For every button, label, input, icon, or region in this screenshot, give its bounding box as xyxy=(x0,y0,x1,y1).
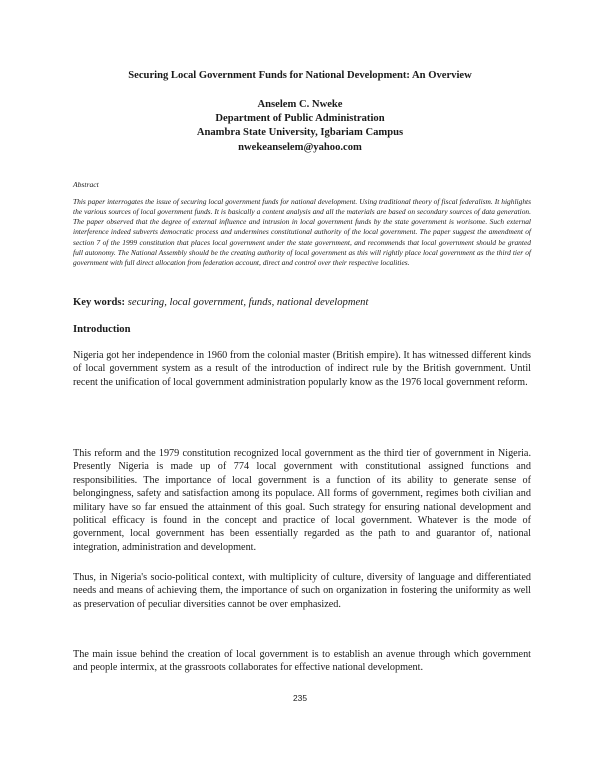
author-name: Anselem C. Nweke xyxy=(257,99,343,110)
intro-paragraph-2: This reform and the 1979 constitution recognized local government as the third tier of government in Nigeria. Presently Nigeria is made up of 774 local government with constitutional assigned functions and responsibilities. The importance of local government is a function of its ability to generate sense of belongingness, safety and satisfaction among its populace. All forms of government, regimes both civilian and military have so far ensued the attainment of this goal. Such strategy for ensuring national development and political efficacy is found in the concept and practice of local government. Whatever is the mode of government, local government has been essentially regarded as the path to and guarantor of, national integration, administration and development. xyxy=(73,448,531,553)
paper-title: Securing Local Government Funds for National Development: An Overview xyxy=(128,70,472,81)
author-department: Department of Public Administration xyxy=(215,113,385,125)
author-block xyxy=(0,98,600,155)
intro-paragraph-1: Nigeria got her independence in 1960 from the colonial master (British empire). It has witnessed different kinds of local government system as a result of the introduction of indirect rule by the British government. Until recent the unification of local government administration popularly know as the 1976 local government reform. xyxy=(73,350,531,388)
intro-paragraph-4: The main issue behind the creation of local government is to establish an avenue through which government and people intermix, at the grassroots collaborates for effective national development. xyxy=(73,649,531,674)
keywords-line xyxy=(73,297,368,308)
abstract-heading: Abstract xyxy=(73,180,99,189)
abstract-body: This paper interrogates the issue of securing local government funds for national development. Using traditional theory of fiscal federalism. It highlights the various sources of local government funds. It is basically a content analysis and all the materials are based on secondary sources of data generation. The paper observed that the degree of external influence and intrusion in local government funds by the state government is worisome. Such external interference indeed subverts democratic process and undermines constitutional authority of the local government. The paper suggest the amendment of section 7 of the 1999 constitution that places local government under the state government, and recommends that local government should be granted full autonomy. The National Assembly should be the creating authority of local government as this will rightly place local government as the third tier of government with full direct allocation from federation account, direct and control over their respective localities. xyxy=(73,197,531,267)
author-email: nwekeanselem@yahoo.com xyxy=(238,141,362,153)
page-number: 235 xyxy=(293,693,307,703)
author-university: Anambra State University, Igbariam Campus xyxy=(196,127,404,139)
keywords-terms: securing, local government, funds, national development xyxy=(127,297,369,308)
introduction-heading: Introduction xyxy=(73,324,131,335)
keywords-label: Key words: xyxy=(73,297,126,308)
intro-paragraph-3: Thus, in Nigeria's socio-political context, with multiplicity of culture, diversity of language and differentiated needs and means of achieving them, the importance of such on organization in fostering the uniformity as well as preservation of peculiar diversities cannot be over emphasized. xyxy=(73,572,531,610)
